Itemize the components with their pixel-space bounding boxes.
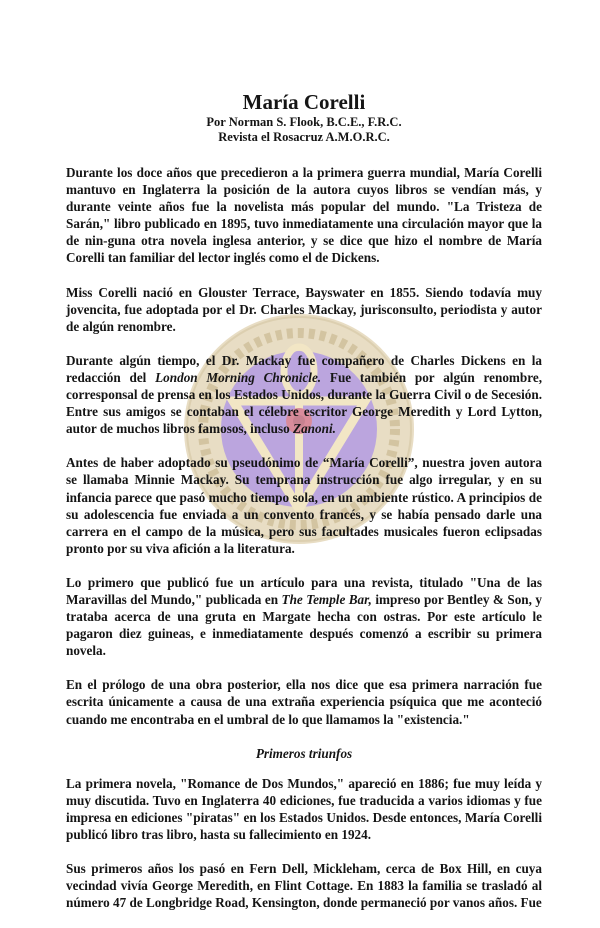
italic-title: The Temple Bar, xyxy=(281,591,372,607)
paragraph-text: La primera novela, "Romance de Dos Mundos," apareció en 1886; fue muy leída y muy discutida. Tuvo en Inglaterra 40 ediciones, fue traducida a varios idiomas y fue impresa en ediciones "piratas" en los Estados Unidos. Desde entonces, María Corelli publicó libro tras libro, hasta su fallecimiento en 1924. xyxy=(66,775,542,842)
paragraph-text: Sus primeros años los pasó en Fern Dell, Mickleham, cerca de Box Hill, en cuya vecindad vivía George Meredith, en Flint Cottage. En 1883 la familia se trasladó al número 47 de Longbridge Road, Kensington, donde permaneció por vanos años. Fue xyxy=(66,861,542,911)
paragraph-text: Durante los doce años que precedieron a la primera guerra mundial, María Corelli mantuvo en Inglaterra la posición de la autora cuyos libros se vendían más, y durante veinte años fue la novelista más popular del mundo. "La Tristeza de Sarán," libro publicado en 1895, tuvo inmediatamente una circulación mayor que la de nin-guna otra novela inglesa anterior, y se dice que hizo el nombre de María Corelli tan familiar del lector inglés como el de Dickens. xyxy=(66,165,542,266)
paragraph-text: En el prólogo de una obra posterior, ella nos dice que esa primera narración fue escrita únicamente a causa de una extraña experiencia psíquica que me aconteció cuando me encontraba en el umbral de lo que llamamos la "existencia." xyxy=(66,677,542,727)
paragraph-text: Lo primero que publicó fue un artículo para una revista, titulado "Una de las Maravillas del Mundo," publicada en xyxy=(66,574,542,607)
body-paragraph xyxy=(66,860,542,911)
body-paragraph xyxy=(66,676,542,727)
body-paragraph xyxy=(66,775,542,843)
paragraph-text: Antes de haber adoptado su pseudónimo de “María Corelli”, nuestra joven autora se llamaba Minnie Mackay. Su temprana instrucción fue algo irregular, y en su infancia parece que pasó mucho tiempo sola, en un ambiente rústico. A principios de su adolescencia fue enviada a un convento francés, y se había pensado darle una carrera en el campo de la música, pero sus facultades musicales fueron eclipsadas pronto por su viva afición a la literatura. xyxy=(66,455,542,556)
document-title: María Corelli xyxy=(242,90,366,114)
italic-title: Zanoni. xyxy=(293,421,336,437)
document-page xyxy=(66,89,542,928)
body-paragraph xyxy=(66,454,542,557)
source-line: Revista el Rosacruz A.M.O.R.C. xyxy=(218,130,390,144)
italic-title: London Morning Chronicle. xyxy=(155,369,322,385)
section-heading: Primeros triunfos xyxy=(255,745,353,761)
paragraph-text: Miss Corelli nació en Glouster Terrace, Bayswater en 1855. Siendo todavía muy jovencita, fue adoptada por el Dr. Charles Mackay, jurisconsulto, periodista y autor de algún renombre. xyxy=(66,284,542,334)
document-header xyxy=(66,89,542,145)
body-paragraph xyxy=(66,352,542,437)
body-paragraph xyxy=(66,284,542,335)
paragraph-text: Fue también por algún renombre, corresponsal de prensa en los Estados Unidos, durante la Guerra Civil o de Secesión. Entre sus amigos se contaban el célebre escritor George Meredith y Lord Lytton, autor de muchos libros famosos, incluso xyxy=(66,369,542,437)
paragraph-text: impreso por Bentley & Son, y trataba acerca de una gruta en Margate hecha con ostras. Por este artículo le pagaron diez guineas, e inmediatamente después comenzó a escribir su primera novela. xyxy=(66,591,542,659)
author-line: Por Norman S. Flook, B.C.E., F.R.C. xyxy=(206,115,402,129)
body-paragraph xyxy=(66,574,542,659)
body-paragraph xyxy=(66,164,542,267)
paragraph-text: Durante algún tiempo, el Dr. Mackay fue compañero de Charles Dickens en la redacción del xyxy=(66,352,542,385)
